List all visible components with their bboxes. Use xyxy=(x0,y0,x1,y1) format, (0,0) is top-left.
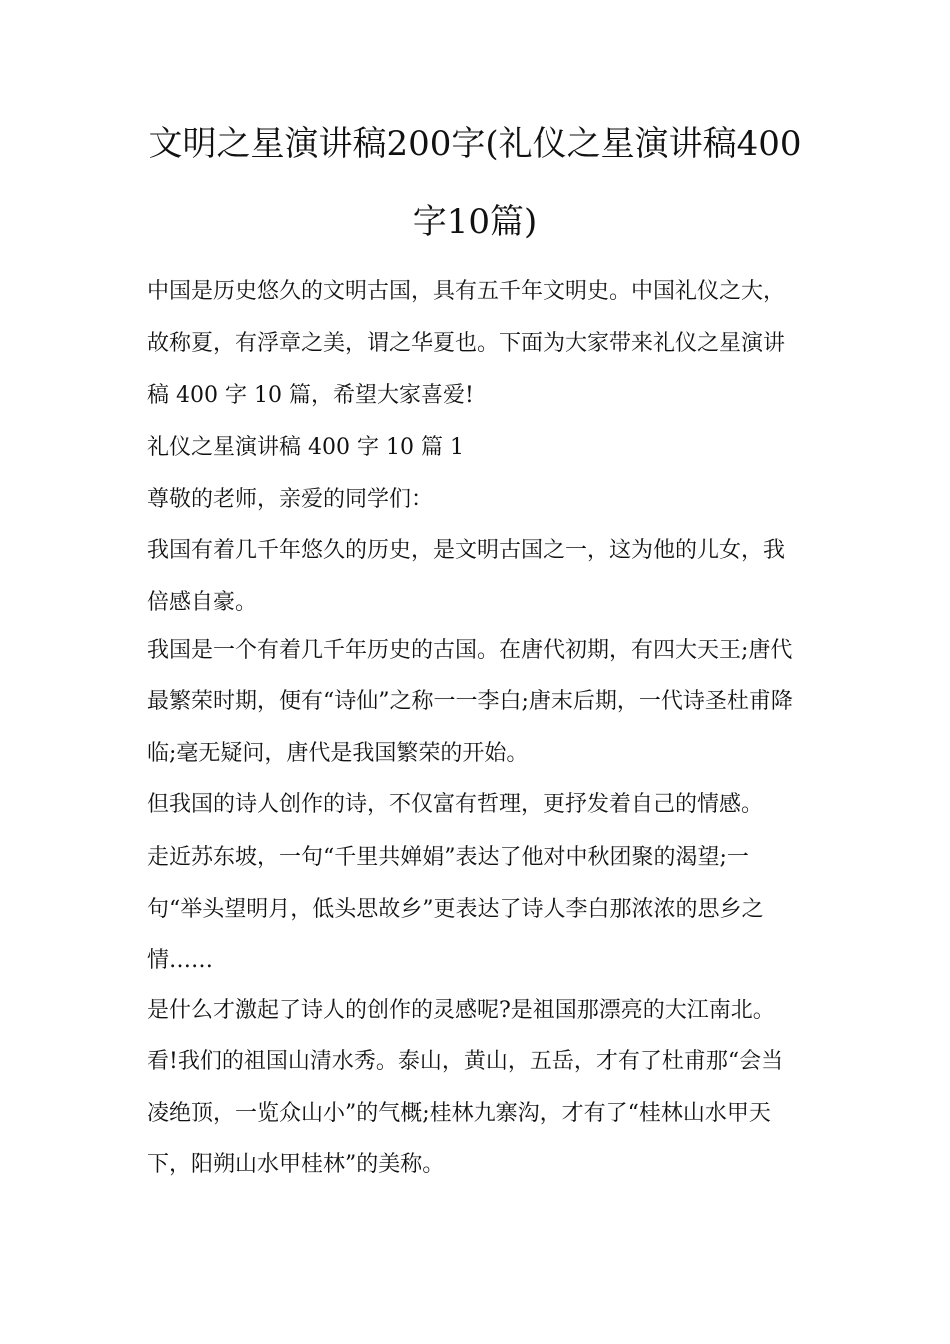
body-line: 最繁荣时期，便有“诗仙”之称一一李白;唐末后期，一代诗圣杜甫降 xyxy=(147,689,793,714)
body-line: 但我国的诗人创作的诗，不仅富有哲理，更抒发着自己的情感。 xyxy=(147,792,764,817)
document-title-line-2: 字10篇) xyxy=(412,202,538,242)
body-line: 看!我们的祖国山清水秀。泰山，黄山，五岳，才有了杜甫那“会当 xyxy=(147,1049,784,1074)
body-line: 下，阳朔山水甲桂林”的美称。 xyxy=(147,1152,445,1177)
body-line: 我国是一个有着几千年历史的古国。在唐代初期，有四大天王;唐代 xyxy=(147,638,793,663)
body-line: 倍感自豪。 xyxy=(147,590,258,615)
body-line: 凌绝顶，一览众山小”的气概;桂林九寨沟，才有了“桂林山水甲天 xyxy=(147,1101,771,1126)
body-line: 临;毫无疑问，唐代是我国繁荣的开始。 xyxy=(147,741,529,766)
salutation: 尊敬的老师，亲爱的同学们： xyxy=(147,487,434,512)
body-line: 是什么才激起了诗人的创作的灵感呢?是祖国那漂亮的大江南北。 xyxy=(147,998,775,1023)
body-line: 走近苏东坡，一句“千里共婵娟”表达了他对中秋团聚的渴望;一 xyxy=(147,845,749,870)
body-line: 故称夏，有浮章之美，谓之华夏也。下面为大家带来礼仪之星演讲 xyxy=(147,331,786,356)
body-line: 我国有着几千年悠久的历史，是文明古国之一，这为他的儿女，我 xyxy=(147,538,786,563)
body-line: 情…… xyxy=(147,948,214,973)
section-heading: 礼仪之星演讲稿 400 字 10 篇 1 xyxy=(147,435,464,460)
body-line: 稿 400 字 10 篇，希望大家喜爱! xyxy=(147,383,474,408)
body-line: 中国是历史悠久的文明古国，具有五千年文明史。中国礼仪之大， xyxy=(147,279,786,304)
body-line: 句“举头望明月，低头思故乡”更表达了诗人李白那浓浓的思乡之 xyxy=(147,897,764,922)
document-title-line-1: 文明之星演讲稿200字(礼仪之星演讲稿400 xyxy=(148,124,802,164)
